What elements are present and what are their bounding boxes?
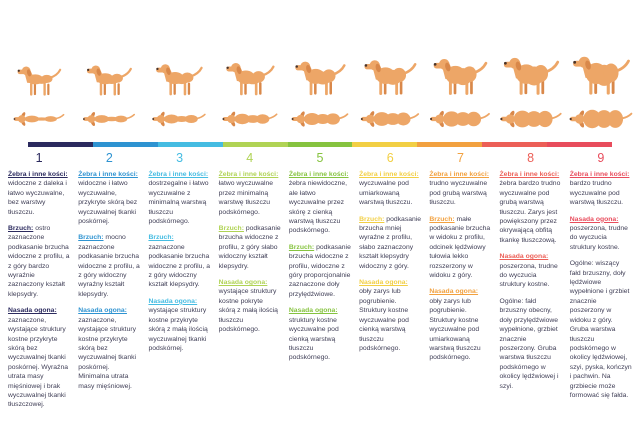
dog-cell xyxy=(8,0,70,134)
section-paragraph xyxy=(570,215,632,253)
section-paragraph xyxy=(570,259,632,400)
section-label: Brzuch: xyxy=(218,225,244,233)
section-label: Brzuch: xyxy=(78,234,104,242)
section-paragraph xyxy=(570,170,632,208)
section-text: zaznaczone, wystające struktury kostne przykryte skórą bez wyczuwalnej tkanki poskórnej. Minimalna utrata masy mięśniowej. xyxy=(78,316,137,390)
section-paragraph xyxy=(8,306,70,409)
section-paragraph xyxy=(219,170,281,217)
section-text: podkasanie brzucha widoczne z profilu, widoczne z góry proporcjonalnie zaznaczone doły przylędźwiowe. xyxy=(288,243,351,298)
section-paragraph xyxy=(148,233,210,289)
score-number: 5 xyxy=(316,151,324,165)
dog-side-view-illustration xyxy=(148,47,210,99)
section-text: łatwo wyczuwalne przez minimalną warstwę tłuszczu podskórnego. xyxy=(218,180,274,216)
score-column-8 xyxy=(500,147,562,417)
section-paragraph xyxy=(500,297,562,391)
section-paragraph xyxy=(429,170,491,208)
section-label: Brzuch: xyxy=(359,215,385,223)
dog-cell xyxy=(148,0,210,134)
dog-side-view-illustration xyxy=(78,47,140,99)
dog-top-view-illustration xyxy=(359,106,421,132)
section-label: Żebra i inne kości: xyxy=(148,171,209,178)
dog-top-view-illustration xyxy=(8,106,70,132)
section-paragraph xyxy=(500,252,562,290)
section-label: Żebra i inne kości: xyxy=(218,171,279,178)
dog-top-view-illustration xyxy=(289,106,351,132)
section-label: Brzuch: xyxy=(8,225,34,233)
section-paragraph xyxy=(500,170,562,245)
section-text: wystające struktury kostne pokryte skórą z małą ilością tłuszczu podskórnego. xyxy=(218,288,278,334)
section-label: Żebra i inne kości: xyxy=(8,171,68,178)
section-paragraph xyxy=(289,243,351,299)
dog-side-view-illustration xyxy=(570,47,632,99)
section-label: Nasada ogona: xyxy=(78,307,127,315)
section-label: Nasada ogona: xyxy=(429,288,479,296)
score-number: 4 xyxy=(246,151,254,165)
dog-cell xyxy=(570,0,632,134)
section-label: Żebra i inne kości: xyxy=(359,171,419,178)
score-column-1 xyxy=(8,147,70,417)
section-label: Brzuch: xyxy=(288,243,315,251)
score-column-2 xyxy=(78,147,140,417)
section-label: Nasada ogona: xyxy=(8,307,57,315)
dog-side-view-illustration xyxy=(219,47,281,99)
section-paragraph xyxy=(429,215,491,281)
section-text: żebra niewidoczne, ale łatwo wyczuwalne przez skórę z cienką warstwą tłuszczu podskórnego. xyxy=(288,180,348,235)
section-label: Nasada ogona: xyxy=(218,279,268,287)
section-text: struktury kostne wyczuwalne pod cienką warstwą tłuszczu podskórnego. xyxy=(288,316,339,362)
section-label: Żebra i inne kości: xyxy=(288,171,349,178)
section-label: Nasada ogona: xyxy=(499,253,549,261)
section-label: Nasada ogona: xyxy=(148,297,198,305)
section-text: dostrzegalne i łatwo wyczuwalne z minimalną warstwą tłuszczu podskórnego. xyxy=(148,180,209,226)
dog-top-view-illustration xyxy=(570,106,632,132)
score-column-3 xyxy=(148,147,210,417)
section-text: widoczne z daleka i łatwo wyczuwalne, bez warstwy tłuszczu. xyxy=(8,180,67,216)
section-text: zaznaczone podkasanie brzucha widoczne z profilu, a z góry widoczny kształt klepsydry. xyxy=(148,243,211,289)
section-paragraph xyxy=(219,278,281,334)
section-text: poszerzona, trudne do wyczucia struktury kostne. xyxy=(499,262,558,289)
dog-side-view-illustration xyxy=(289,47,351,99)
dog-top-view-illustration xyxy=(429,106,491,132)
score-number: 9 xyxy=(597,151,605,165)
dog-side-view-illustration xyxy=(8,47,70,99)
dog-top-view-illustration xyxy=(500,106,562,132)
section-paragraph xyxy=(219,224,281,271)
section-paragraph xyxy=(359,278,421,353)
section-paragraph xyxy=(8,224,70,299)
section-paragraph xyxy=(78,306,140,391)
section-paragraph xyxy=(8,170,70,217)
section-text: podkasanie brzucha mniej wyraźne z profilu, słabo zaznaczony kształt klepsydry widoczny z góry. xyxy=(359,215,422,270)
section-label: Nasada ogona: xyxy=(288,307,338,315)
dog-cell xyxy=(289,0,351,134)
section-text: trudno wyczuwalne pod grubą warstwą tłuszczu. xyxy=(429,180,488,207)
dog-cell xyxy=(219,0,281,134)
dog-cell xyxy=(429,0,491,134)
section-text: fałd brzuszny obecny, doły przylędźwiowe wypełnione, grzbiet znacznie poszerzony. Gruba warstwa tłuszczu podskórnego w okolicy lędźwiowej i szyi. xyxy=(499,297,559,390)
score-column-6 xyxy=(359,147,421,417)
section-text: bardzo trudno wyczuwalne pod warstwą tłuszczu. xyxy=(569,180,624,207)
section-text: podkasanie brzucha widoczne z profilu, z góry słabo widoczny kształt klepsydry. xyxy=(218,225,281,270)
section-text: ostro zaznaczone podkasanie brzucha widoczne z profilu, a z góry bardzo wyraźnie zaznaczony kształt klepsydry. xyxy=(8,225,70,298)
score-number: 1 xyxy=(35,151,43,165)
section-text: widoczne i łatwo wyczuwalne, przykryte skórą bez wyczuwalnej tkanki poskórnej. xyxy=(78,180,138,226)
dog-top-view-illustration xyxy=(78,106,140,132)
section-label: Nasada ogona: xyxy=(359,279,408,287)
section-label: Żebra i inne kości: xyxy=(429,171,489,178)
dog-cell xyxy=(359,0,421,134)
section-paragraph xyxy=(78,233,140,299)
dog-top-view-illustration xyxy=(219,106,281,132)
section-label: Żebra i inne kości: xyxy=(499,171,560,178)
section-text: zaznaczone, wystające struktury kostne przykryte skórą bez wyczuwalnej tkanki poskórnej. Wyraźna utrata masy mięśniowej i brak wyczuwalnej tkanki tłuszczowej. xyxy=(8,316,69,409)
score-column-5 xyxy=(289,147,351,417)
score-number: 3 xyxy=(176,151,184,165)
section-label: Brzuch: xyxy=(148,234,174,242)
section-paragraph xyxy=(78,170,140,226)
section-paragraph xyxy=(148,297,210,353)
section-paragraph xyxy=(148,170,210,226)
section-text: mocno zaznaczone podkasanie brzucha widoczne z profilu, a z góry widoczny wyraźny kształt klepsydry. xyxy=(78,234,140,298)
section-label: Ogólne: xyxy=(569,260,594,268)
section-label: Nasada ogona: xyxy=(569,215,619,223)
section-paragraph xyxy=(429,287,491,362)
section-paragraph xyxy=(359,170,421,208)
section-text: poszerzona, trudne do wyczucia struktury kostne. xyxy=(569,225,628,251)
section-paragraph xyxy=(289,170,351,236)
score-number: 7 xyxy=(456,151,464,165)
section-text: obły zarys lub pogrubienie. Struktury kostne wyczuwalne pod umiarkowaną warstwą tłuszczu podskórnego. xyxy=(429,297,481,362)
section-paragraph xyxy=(289,306,351,362)
score-descriptions-row xyxy=(0,147,640,417)
dog-side-view-illustration xyxy=(359,47,421,99)
dog-cell xyxy=(78,0,140,134)
section-label: Żebra i inne kości: xyxy=(78,171,138,178)
section-text: wyczuwalne pod umiarkowaną warstwą tłuszczu. xyxy=(359,180,413,207)
section-label: Ogólne: xyxy=(499,297,524,305)
score-column-4 xyxy=(219,147,281,417)
section-text: małe podkasanie brzucha w widoku z profilu, odcinek lędźwiowy tułowia lekko rozszerzony w widoku z góry. xyxy=(429,215,491,280)
section-text: wiszący fałd brzuszny, doły lędźwiowe wypełnione i grzbiet znacznie poszerzony w widoku z góry. Gruba warstwa tłuszczu podskórnego w okolicy lędźwiowej, szyi, pyska, kończyn i pachwin. Na grzbiecie może formować się fałda. xyxy=(569,260,632,399)
score-number: 2 xyxy=(105,151,113,165)
section-label: Brzuch: xyxy=(429,215,455,223)
section-text: wystające struktury kostne przykryte skórą z małą ilością wyczuwalnej tkanki podskórnej. xyxy=(148,307,208,352)
score-column-9 xyxy=(570,147,632,417)
dog-side-view-illustration xyxy=(429,47,491,99)
dog-illustrations-row xyxy=(0,0,640,134)
score-number: 8 xyxy=(527,151,535,165)
section-paragraph xyxy=(359,215,421,271)
section-text: żebra bardzo trudno wyczuwalne pod grubą warstwą tłuszczu. Zarys jest powiększony przez okrywającą obfitą tkankę tłuszczową. xyxy=(499,180,561,244)
score-column-7 xyxy=(429,147,491,417)
dog-top-view-illustration xyxy=(148,106,210,132)
section-label: Żebra i inne kości: xyxy=(569,171,630,178)
dog-cell xyxy=(500,0,562,134)
dog-side-view-illustration xyxy=(500,47,562,99)
score-number: 6 xyxy=(386,151,394,165)
section-text: obły zarys lub pogrubienie. Struktury kostne wyczuwalne pod cienką warstwą tłuszczu podskórnego. xyxy=(359,288,409,352)
